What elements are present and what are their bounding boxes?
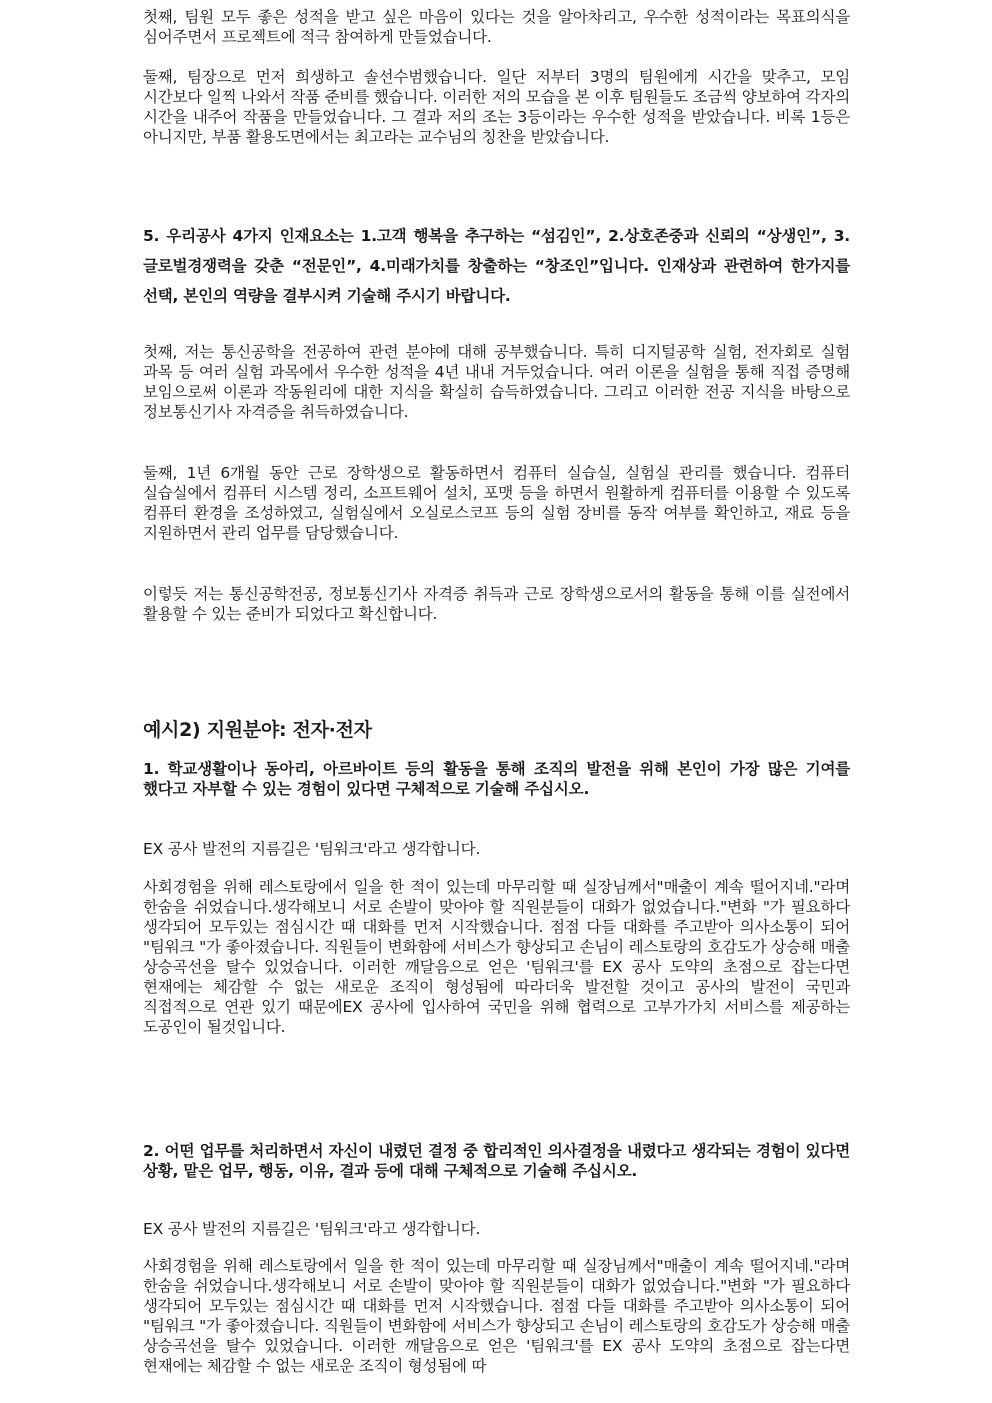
answer-2-intro: EX 공사 발전의 지름길은 '팀워크'라고 생각합니다. <box>143 1220 481 1238</box>
paragraph-conclusion: 이렇듯 저는 통신공학전공, 정보통신기사 자격증 취득과 근로 장학생으로서의 활동을 통해 이를 실전에서 활용할 수 있는 준비가 되었다고 확신합니다. <box>143 585 850 623</box>
paragraph-first-point: 첫째, 팀원 모두 좋은 성적을 받고 싶은 마음이 있다는 것을 알아차리고, 우수한 성적이라는 목표의식을 심어주면서 프로젝트에 적극 참여하게 만들었습니다. <box>143 8 850 46</box>
question-5: 5. 우리공사 4가지 인재요소는 1.고객 행복을 추구하는 “섬김인”, 2.상호존중과 신뢰의 “상생인”, 3.글로벌경쟁력을 갖춘 “전문인”, 4.미래가치를 창출하는 “창조인”입니다. 인재상과 관련하여 한가지를 선택, 본인의 역량을 결부시켜 기술해 주시기 바랍니다. <box>143 227 850 305</box>
answer-2-body: 사회경험을 위해 레스토랑에서 일을 한 적이 있는데 마무리할 때 실장님께서"매출이 계속 떨어지네."라며 한숨을 쉬었습니다.생각해보니 서로 손발이 맞아야 할 직원분들이 대화가 없었습니다."변화 "가 필요하다 생각되어 모두있는 점심시간 때 대화를 먼저 시작했습니다. 점점 다들 대화를 주고받아 의사소통이 되어 "팀워크 "가 좋아졌습니다. 직원들이 변화함에 서비스가 향상되고 손님이 레스토랑의 호감도가 상승해 매출 상승곡선을 탈수 있었습니다. 이러한 깨달음으로 얻은 '팀워크'를 EX 공사 도약의 초점으로 잡는다면 현재에는 체감할 수 없는 새로운 조직이 형성됨에 따 <box>143 1257 850 1375</box>
paragraph-second-point: 둘째, 팀장으로 먼저 희생하고 솔선수범했습니다. 일단 저부터 3명의 팀원에게 시간을 맞추고, 모임 시간보다 일찍 나와서 작품 준비를 했습니다. 이러한 저의 모습을 본 이후 팀원들도 조금씩 양보하여 각자의 시간을 내주어 작품을 만들었습니다. 그 결과 저의 조는 3등이라는 우수한 성적을 받았습니다. 비록 1등은 아니지만, 부품 활용도면에서는 최고라는 교수님의 칭찬을 받았습니다. <box>143 68 850 146</box>
paragraph-work-scholarship: 둘째, 1년 6개월 동안 근로 장학생으로 활동하면서 컴퓨터 실습실, 실험실 관리를 했습니다. 컴퓨터 실습실에서 컴퓨터 시스템 정리, 소프트웨어 설치, 포맷 등을 하면서 원활하게 컴퓨터를 이용할 수 있도록 컴퓨터 환경을 조성하였고, 실험실에서 오실로스코프 등의 실험 장비를 동작 여부를 확인하고, 재료 등을 지원하면서 관리 업무를 담당했습니다. <box>143 464 850 542</box>
answer-1-intro: EX 공사 발전의 지름길은 '팀워크'라고 생각합니다. <box>143 840 481 858</box>
example-heading: 예시2) 지원분야: 전자·전자 <box>143 719 372 741</box>
question-2: 2. 어떤 업무를 처리하면서 자신이 내렸던 결정 중 합리적인 의사결정을 내렸다고 생각되는 경험이 있다면 상황, 맡은 업무, 행동, 이유, 결과 등에 대해 구체적으로 기술해 주십시오. <box>143 1142 850 1180</box>
question-1: 1. 학교생활이나 동아리, 아르바이트 등의 활동을 통해 조직의 발전을 위해 본인이 가장 많은 기여를 했다고 자부할 수 있는 경험이 있다면 구체적으로 기술해 주십시오. <box>143 760 850 798</box>
paragraph-major-study: 첫째, 저는 통신공학을 전공하여 관련 분야에 대해 공부했습니다. 특히 디지털공학 실험, 전자회로 실험 과목 등 여러 실험 과목에서 우수한 성적을 4년 내내 거두었습니다. 여러 이론을 실험을 통해 직접 증명해 보임으로써 이론과 작동원리에 대한 지식을 확실히 습득하였습니다. 그리고 이러한 전공 지식을 바탕으로 정보통신기사 자격증을 취득하였습니다. <box>143 343 850 421</box>
answer-1-body: 사회경험을 위해 레스토랑에서 일을 한 적이 있는데 마무리할 때 실장님께서"매출이 계속 떨어지네."라며 한숨을 쉬었습니다.생각해보니 서로 손발이 맞아야 할 직원분들이 대화가 없었습니다."변화 "가 필요하다 생각되어 모두있는 점심시간 때 대화를 먼저 시작했습니다. 점점 다들 대화를 주고받아 의사소통이 되어 "팀워크 "가 좋아졌습니다. 직원들이 변화함에 서비스가 향상되고 손님이 레스토랑의 호감도가 상승해 매출 상승곡선을 탈수 있었습니다. 이러한 깨달음으로 얻은 '팀워크'를 EX 공사 도약의 초점으로 잡는다면 현재에는 체감할 수 없는 새로운 조직이 형성됨에 따라더욱 발전할 것이고 공사의 발전이 국민과 직접적으로 연관 있기 때문에EX 공사에 입사하여 국민을 위해 협력으로 고부가가치 서비스를 제공하는 도공인이 될것입니다. <box>143 878 850 1036</box>
